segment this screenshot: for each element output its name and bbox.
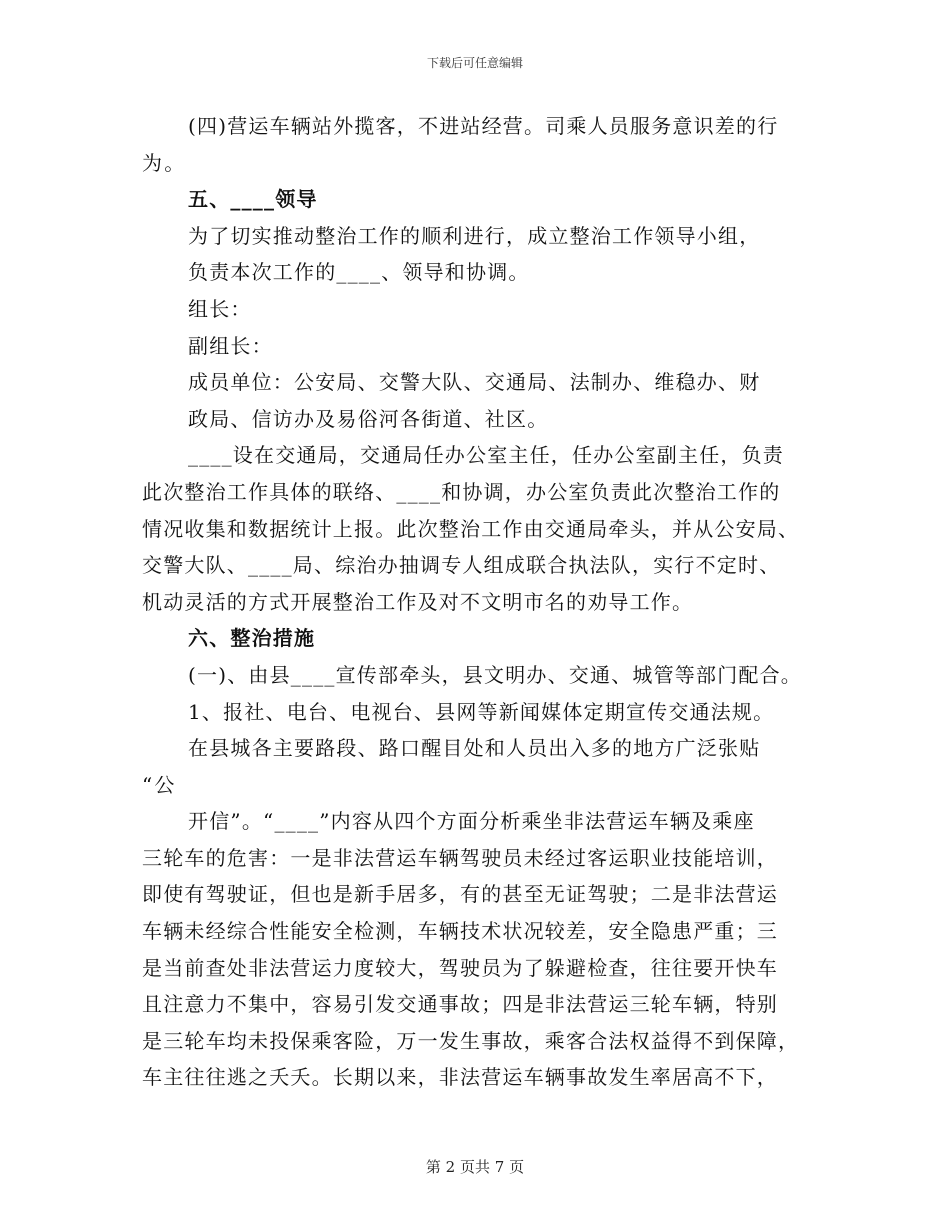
paragraph-line: 机动灵活的方式开展整治工作及对不文明市名的劝导工作。	[142, 589, 694, 614]
section-heading: 五、____领导	[188, 187, 318, 212]
section-heading: 六、整治措施	[188, 626, 316, 651]
paragraph-line: 为了切实推动整治工作的顺利进行，成立整治工作领导小组，	[188, 223, 761, 248]
paragraph-line: 且注意力不集中，容易引发交通事故；四是非法营运三轮车辆，特别	[142, 992, 778, 1017]
page-header: 下载后可任意编辑	[426, 56, 523, 70]
paragraph-line: 组长：	[188, 296, 252, 321]
paragraph-line: 车辆未经综合性能安全检测，车辆技术状况较差，安全隐患严重；三	[142, 919, 778, 944]
page-number-footer: 第 2 页共 7 页	[425, 1158, 525, 1176]
paragraph-line: 开信”。“____”内容从四个方面分析乘坐非法营运车辆及乘座	[188, 809, 755, 834]
paragraph-line: 在县城各主要路段、路口醒目处和人员出入多的地方广泛张贴	[188, 736, 761, 761]
paragraph-line: “公	[142, 772, 177, 797]
paragraph-line: 三轮车的危害：一是非法营运车辆驾驶员未经过客运职业技能培训，	[142, 845, 778, 870]
paragraph-line: 车主往往逃之夭夭。长期以来，非法营运车辆事故发生率居高不下，	[142, 1065, 778, 1090]
paragraph-line: 1、报社、电台、电视台、县网等新闻媒体定期宣传交通法规。	[188, 699, 775, 724]
paragraph-line: 此次整治工作具体的联络、____和协调，办公室负责此次整治工作的	[142, 479, 781, 504]
paragraph-line: ____设在交通局，交通局任办公室主任，任办公室副主任，负责	[188, 443, 784, 468]
paragraph-line: 为。	[142, 150, 187, 175]
paragraph-line: 情况收集和数据统计上报。此次整治工作由交通局牵头，并从公安局、	[142, 516, 800, 541]
paragraph-line: 交警大队、____局、综治办抽调专人组成联合执法队，实行不定时、	[142, 553, 781, 578]
paragraph-line: 负责本次工作的____、领导和协调。	[188, 260, 530, 285]
paragraph-line: 副组长：	[188, 333, 273, 358]
paragraph-line: 是三轮车均未投保乘客险，万一发生事故，乘客合法权益得不到保障，	[142, 1028, 800, 1053]
paragraph-line: (一)、由县____宣传部牵头，县文明办、交通、城管等部门配合。	[188, 662, 803, 687]
paragraph-line: 成员单位：公安局、交警大队、交通局、法制办、维稳办、财	[188, 370, 761, 395]
paragraph-line: 是当前查处非法营运力度较大，驾驶员为了躲避检查，往往要开快车	[142, 955, 778, 980]
document-body	[142, 108, 822, 1096]
paragraph-line: (四)营运车辆站外揽客，不进站经营。司乘人员服务意识差的行	[188, 114, 779, 138]
paragraph-line: 即使有驾驶证，但也是新手居多，有的甚至无证驾驶；二是非法营运	[142, 882, 778, 907]
paragraph-line: 政局、信访办及易俗河各街道、社区。	[188, 406, 549, 431]
